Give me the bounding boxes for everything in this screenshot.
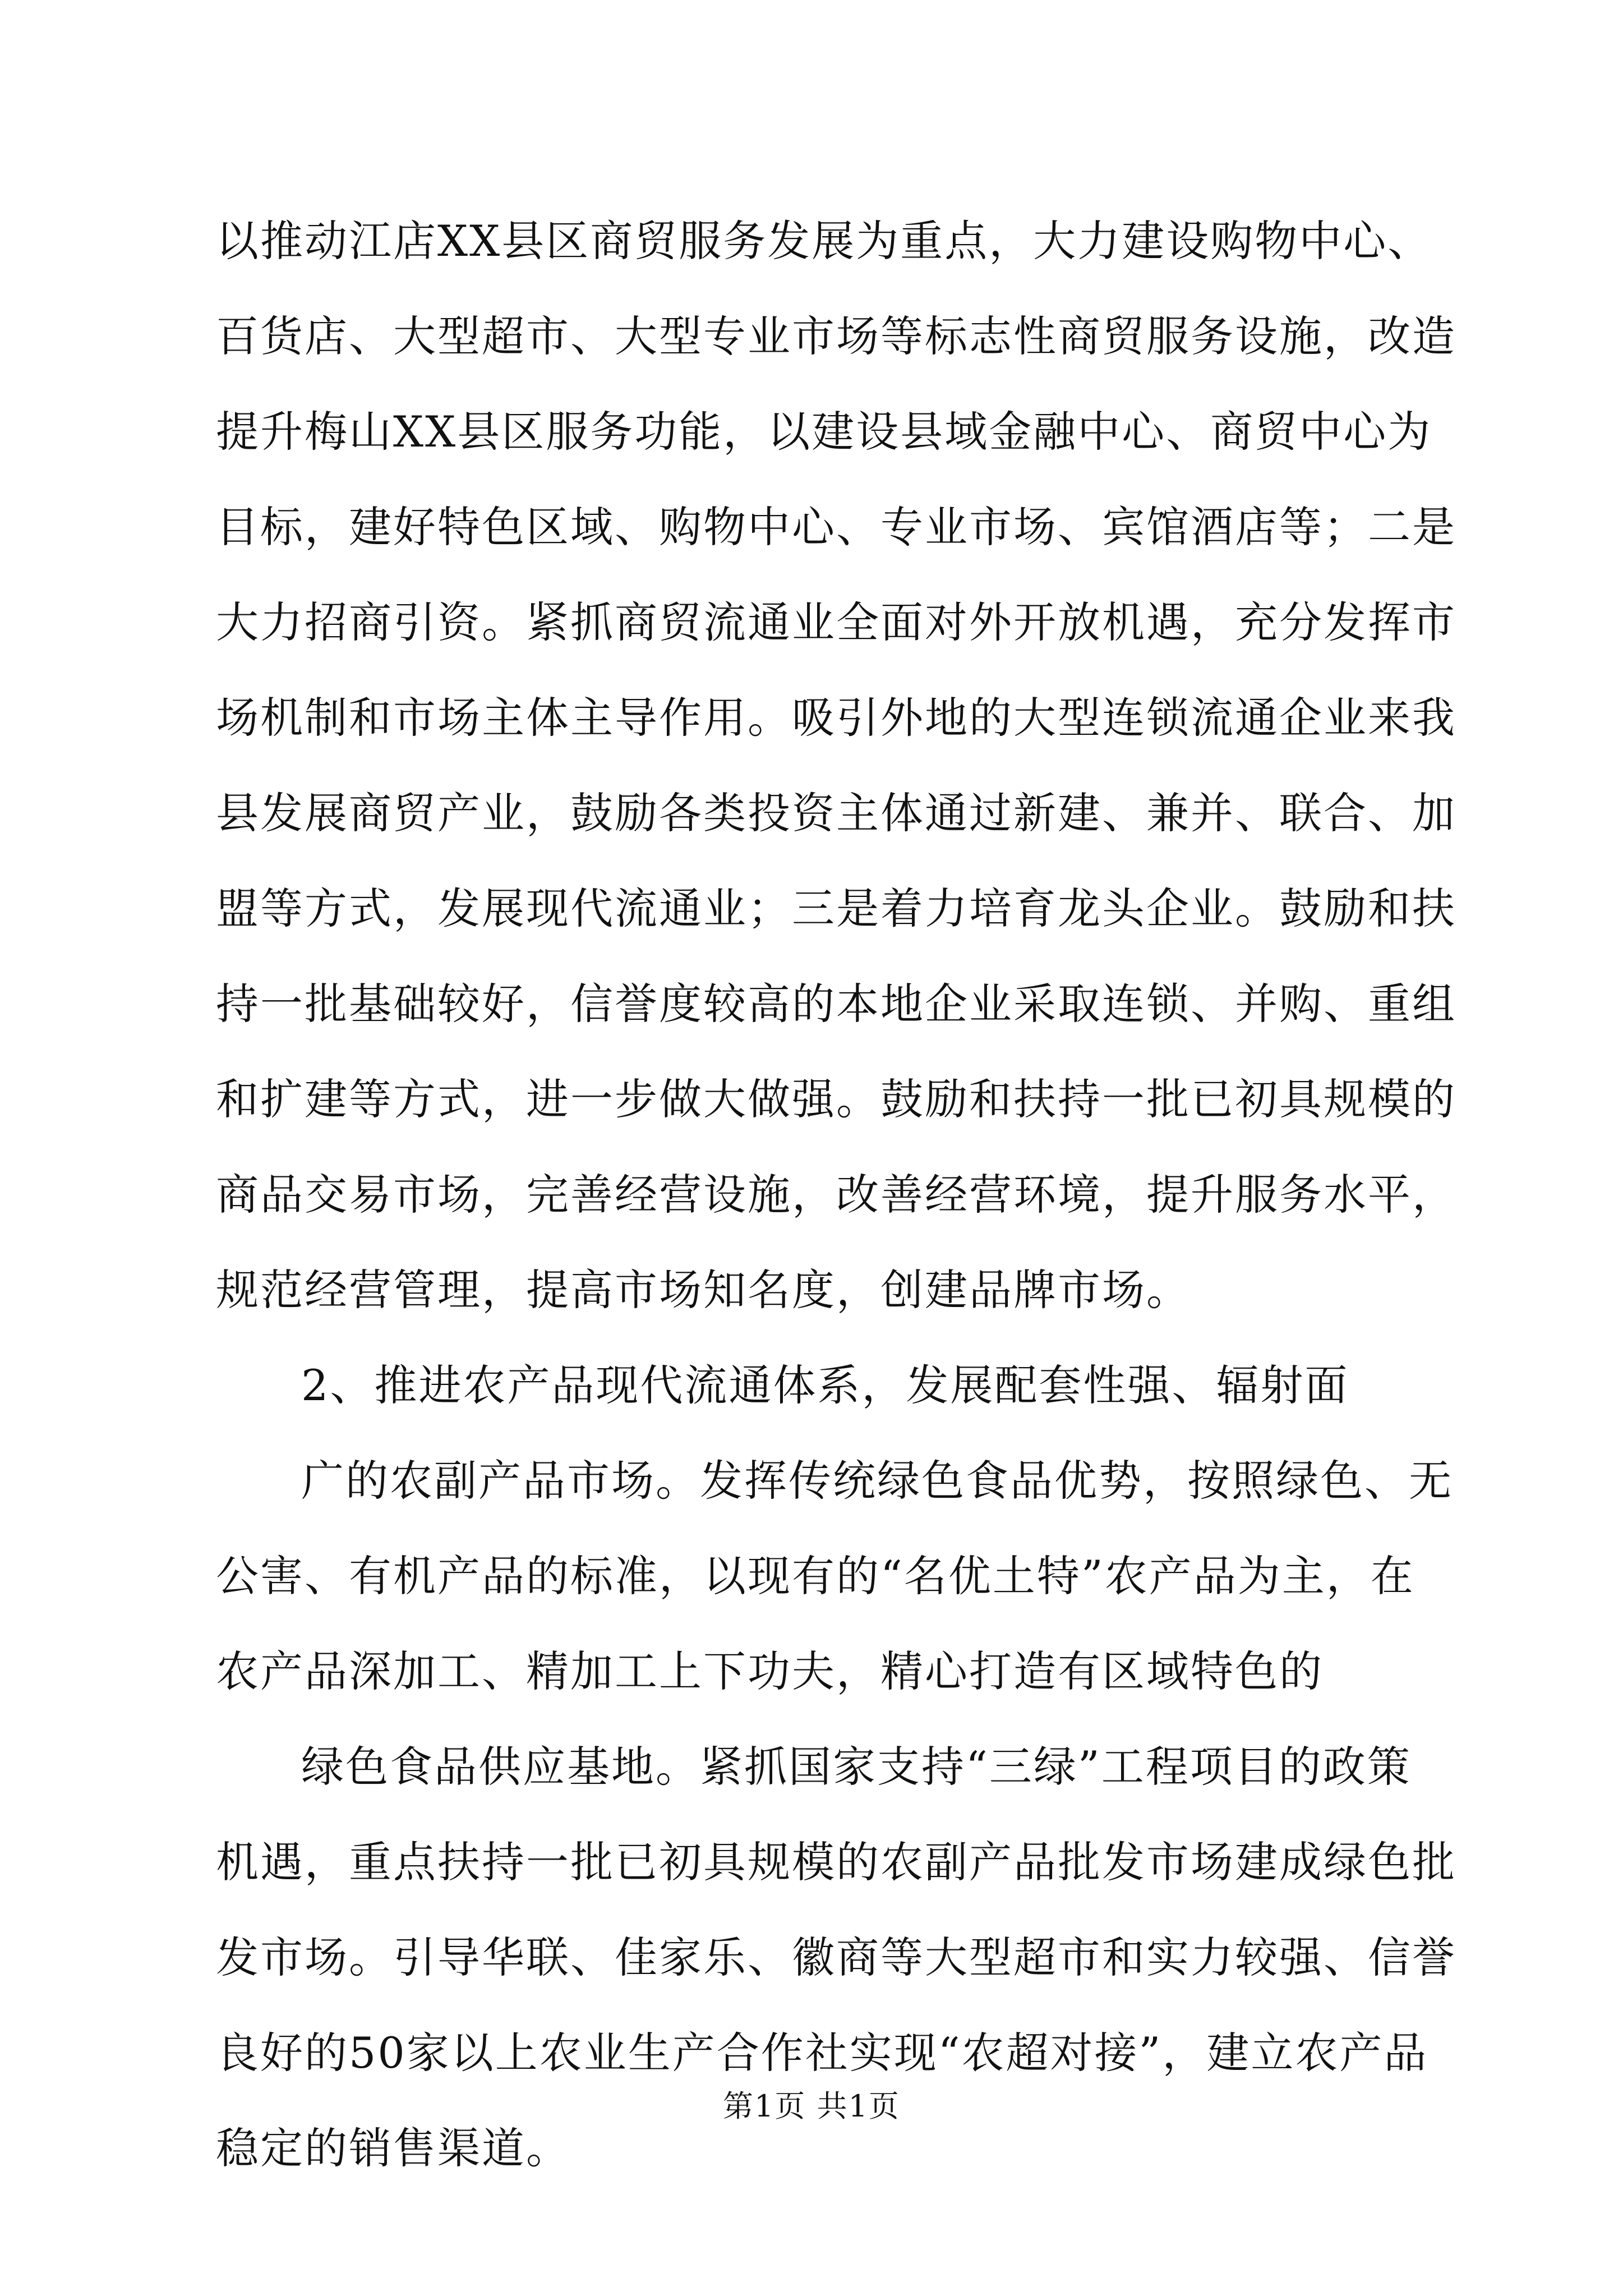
body-line: 百货店、大型超市、大型专业市场等标志性商贸服务设施，改造 [216, 311, 1456, 361]
body-line: 提升梅山XX县区服务功能，以建设县域金融中心、商贸中心为 [216, 407, 1432, 457]
body-line-indented: 绿色食品供应基地。紧抓国家支持“三绿”工程项目的政策 [301, 1742, 1412, 1792]
body-line-indented: 2、推进农产品现代流通体系，发展配套性强、辐射面 [301, 1360, 1349, 1410]
document-body [216, 194, 1456, 2196]
body-line: 良好的50家以上农业生产合作社实现“农超对接”，建立农产品 [216, 2028, 1428, 2078]
body-line: 和扩建等方式，进一步做大做强。鼓励和扶持一批已初具规模的 [216, 1074, 1456, 1124]
body-line-indented: 广的农副产品市场。发挥传统绿色食品优势，按照绿色、无 [301, 1456, 1453, 1506]
body-line: 目标，建好特色区域、购物中心、专业市场、宾馆酒店等；二是 [216, 502, 1456, 552]
body-line: 盟等方式，发展现代流通业；三是着力培育龙头企业。鼓励和扶 [216, 884, 1456, 933]
body-line: 县发展商贸产业，鼓励各类投资主体通过新建、兼并、联合、加 [216, 788, 1456, 838]
body-line: 大力招商引资。紧抓商贸流通业全面对外开放机遇，充分发挥市 [216, 597, 1456, 647]
body-line: 规范经营管理，提高市场知名度，创建品牌市场。 [216, 1265, 1191, 1315]
body-line: 持一批基础较好，信誉度较高的本地企业采取连锁、并购、重组 [216, 979, 1456, 1029]
body-line: 商品交易市场，完善经营设施，改善经营环境，提升服务水平， [216, 1170, 1456, 1220]
body-line: 稳定的销售渠道。 [216, 2123, 570, 2173]
body-line: 农产品深加工、精加工上下功夫，精心打造有区域特色的 [216, 1646, 1324, 1696]
page-number-footer: 第1页 共1页 [723, 2088, 900, 2124]
body-line: 以推动江店XX县区商贸服务发展为重点，大力建设购物中心、 [216, 216, 1432, 266]
body-line: 场机制和市场主体主导作用。吸引外地的大型连锁流通企业来我 [216, 693, 1456, 743]
body-line: 发市场。引导华联、佳家乐、徽商等大型超市和实力较强、信誉 [216, 1932, 1456, 1982]
body-line: 公害、有机产品的标准，以现有的“名优土特”农产品为主，在 [216, 1551, 1415, 1601]
body-line: 机遇，重点扶持一批已初具规模的农副产品批发市场建成绿色批 [216, 1837, 1456, 1887]
